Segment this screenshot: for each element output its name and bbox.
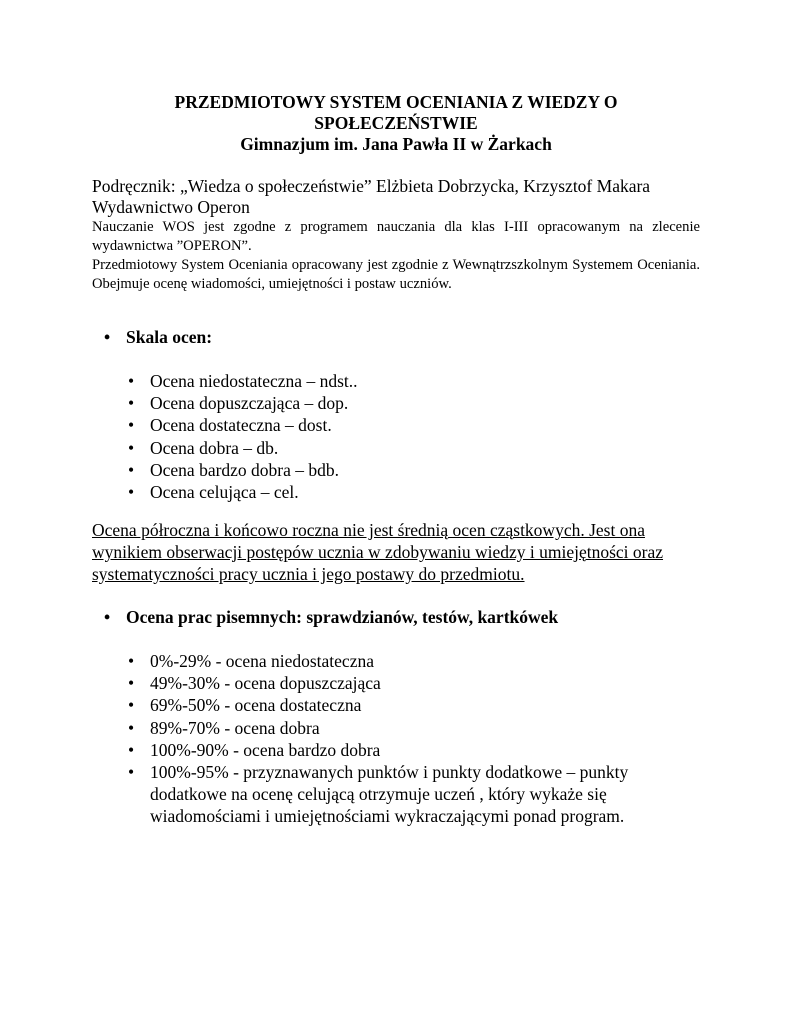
- title-line-2: SPOŁECZEŃSTWIE: [314, 113, 478, 133]
- list-item-text: Ocena dostateczna – dost.: [150, 415, 332, 436]
- school-subtitle: Gimnazjum im. Jana Pawła II w Żarkach: [240, 134, 552, 154]
- bullet-icon: •: [128, 673, 135, 694]
- program-paragraph: Nauczanie WOS jest zgodne z programem nauczania dla klas I-III opracowanym na zlecenie wydawnictwa ”OPERON”.: [92, 219, 700, 254]
- list-item: [128, 437, 358, 459]
- list-item: [128, 414, 358, 436]
- bullet-icon: •: [128, 762, 135, 783]
- bullet-icon: •: [104, 607, 111, 627]
- bullet-icon: •: [128, 371, 135, 391]
- title-line-1: PRZEDMIOTOWY SYSTEM OCENIANIA Z WIEDZY O: [174, 92, 618, 112]
- bullet-icon: •: [128, 695, 135, 716]
- list-item-text: Ocena niedostateczna – ndst..: [150, 371, 358, 391]
- textbook-line: Podręcznik: „Wiedza o społeczeństwie” Elżbieta Dobrzycka, Krzysztof Makara: [92, 176, 651, 196]
- list-item-text: Ocena celująca – cel.: [150, 482, 299, 503]
- publisher-line: Wydawnictwo Operon: [92, 197, 250, 217]
- bullet-icon: •: [128, 437, 135, 458]
- bullet-icon: •: [128, 482, 135, 503]
- written-work-heading: [104, 606, 558, 628]
- scale-heading: [104, 326, 212, 348]
- bullet-icon: •: [128, 393, 135, 414]
- list-item-text: 89%-70% - ocena dobra: [150, 717, 320, 738]
- bullet-icon: •: [128, 739, 135, 760]
- bullet-icon: •: [128, 459, 135, 480]
- list-item: [128, 370, 358, 392]
- document-header: [92, 92, 700, 155]
- list-item: [128, 694, 668, 716]
- list-item-text: 100%-90% - ocena bardzo dobra: [150, 739, 381, 760]
- scale-heading-text: Skala ocen:: [126, 327, 213, 347]
- list-item-text: Ocena bardzo dobra – bdb.: [150, 459, 340, 480]
- list-item-text: 49%-30% - ocena dopuszczająca: [150, 673, 381, 694]
- list-item: [128, 672, 668, 694]
- list-item: [128, 481, 358, 503]
- grade-scale-list: [128, 370, 358, 503]
- list-item: [128, 739, 668, 761]
- bullet-icon: •: [128, 415, 135, 436]
- written-work-grading-list: [128, 650, 668, 828]
- list-item-text: 0%-29% - ocena niedostateczna: [150, 651, 374, 671]
- list-item: [128, 650, 668, 672]
- bullet-icon: •: [128, 717, 135, 738]
- list-item: [128, 459, 358, 481]
- list-item-text: Ocena dobra – db.: [150, 437, 279, 458]
- list-item-text: 100%-95% - przyznawanych punktów i punkty dodatkowe – punkty dodatkowe na ocenę celującą otrzymuje uczeń , który wykaże się wiadomościami i umiejętnościami wykraczającymi ponad program.: [150, 762, 629, 827]
- list-item: [128, 717, 668, 739]
- bullet-icon: •: [128, 651, 135, 671]
- written-work-heading-text: Ocena prac pisemnych: sprawdzianów, testów, kartkówek: [126, 607, 559, 627]
- list-item-text: Ocena dopuszczająca – dop.: [150, 393, 349, 414]
- list-item: [128, 392, 358, 414]
- bullet-icon: •: [104, 327, 111, 347]
- intro-section: [92, 176, 700, 294]
- semester-grade-note: Ocena półroczna i końcowo roczna nie jest średnią ocen cząstkowych. Jest ona wynikiem obserwacji postępów ucznia w zdobywaniu wiedzy i umiejętności oraz systematyczności pracy ucznia i jego postawy do przedmiotu.: [92, 520, 664, 584]
- list-item-text: 69%-50% - ocena dostateczna: [150, 695, 362, 716]
- list-item: [128, 761, 668, 828]
- system-paragraph: Przedmiotowy System Oceniania opracowany jest zgodnie z Wewnątrzszkolnym Systemem Oceniania. Obejmuje ocenę wiadomości, umiejętności i postaw uczniów.: [92, 257, 700, 292]
